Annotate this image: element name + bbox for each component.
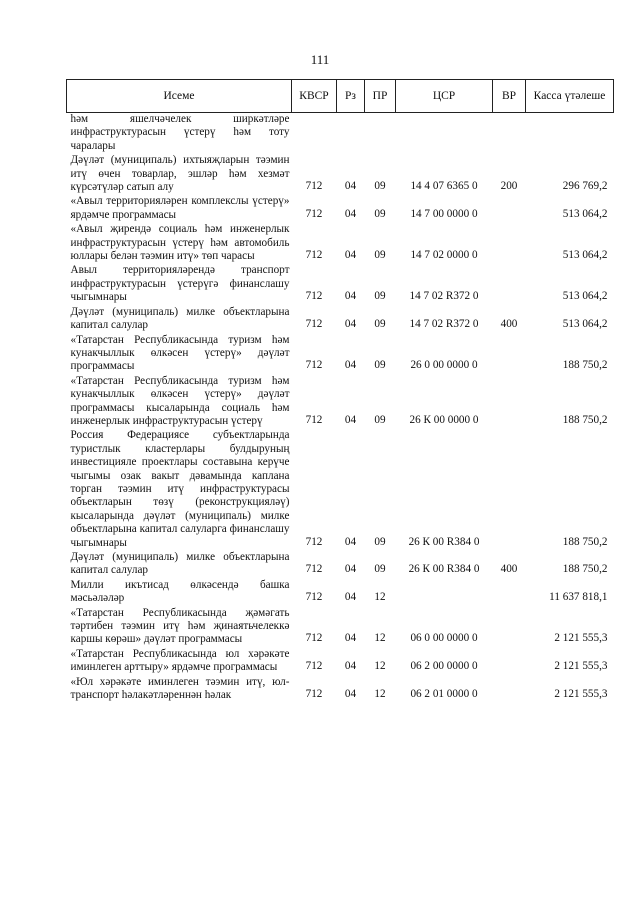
row-rz: 04 <box>344 688 357 701</box>
row-rz: 04 <box>344 660 357 673</box>
row-kassa: 188 750,2 <box>562 535 608 548</box>
row-csr: 26 К 00 R384 0 <box>408 535 480 548</box>
row-csr: 26 0 00 0000 0 <box>410 359 478 372</box>
row-vr <box>493 113 526 155</box>
header-kassa: Касса үтәлеше <box>526 80 614 113</box>
row-csr: 14 7 02 R372 0 <box>409 290 479 303</box>
row-kassa: 2 121 555,3 <box>554 632 608 645</box>
row-kassa: 513 064,2 <box>562 318 608 331</box>
row-name: «Татарстан Республикасында туризм һәм кунакчыллык өлкәсен үстерү» дәүләт программасы кысаларында социаль һәм инженерлык инфраструктурасын үстерү <box>70 374 290 427</box>
row-rz <box>337 113 365 155</box>
row-name: Россия Федерациясе субъектларында туристлык кластерлары булдыруның инвестицияле проектлары составына керүче чыгымы озак вакыт дәвамында каплана торган тәэмин итү инфраструктурасы объектларын төзү (реконструкцияләү) кысаларында дәүләт (муниципаль) милке объектларына капитал салуларга финанслашу чыгымнары <box>70 429 290 549</box>
row-kvsr: 712 <box>305 563 323 576</box>
row-pr: 12 <box>374 632 386 645</box>
row-kassa: 188 750,2 <box>562 359 608 372</box>
page-number: 111 <box>310 52 330 67</box>
row-kassa: 513 064,2 <box>562 290 608 303</box>
row-vr <box>493 648 526 676</box>
row-pr: 09 <box>374 359 386 372</box>
table-row <box>67 223 614 264</box>
budget-table <box>66 79 614 703</box>
row-pr: 09 <box>374 207 386 220</box>
row-pr: 09 <box>374 318 386 331</box>
row-csr: 14 7 02 0000 0 <box>410 249 478 262</box>
row-vr <box>493 375 526 430</box>
row-vr <box>493 607 526 648</box>
row-vr <box>493 223 526 264</box>
table-row <box>67 375 614 430</box>
row-kvsr: 712 <box>305 632 323 645</box>
row-pr: 09 <box>374 563 386 576</box>
row-pr: 09 <box>374 249 386 262</box>
row-pr: 09 <box>374 290 386 303</box>
row-pr: 12 <box>374 591 386 604</box>
row-kassa: 2 121 555,3 <box>554 660 608 673</box>
row-kassa: 513 064,2 <box>562 249 608 262</box>
row-name: «Авыл җирендә социаль һәм инженерлык инфраструктурасын үстерү һәм автомобиль юллары белән тәэмин итү» төп чарасы <box>70 223 290 263</box>
row-kassa: 2 121 555,3 <box>554 688 608 701</box>
row-name: «Татарстан Республикасында җәмәгать тәртибен тәэмин итү һәм җинаятьчелеккә каршы көрәш» дәүләт программасы <box>70 606 290 646</box>
header-pr: ПР <box>365 80 396 113</box>
row-csr <box>396 113 493 155</box>
row-vr <box>493 429 526 551</box>
row-name: «Татарстан Республикасында юл хәрәкәте иминлеген арттыру» ярдәмче программасы <box>70 647 290 674</box>
row-kassa: 513 064,2 <box>562 207 608 220</box>
row-kvsr: 712 <box>305 318 323 331</box>
row-kvsr: 712 <box>305 413 323 426</box>
table-row <box>67 264 614 305</box>
row-pr: 09 <box>374 413 386 426</box>
row-vr: 400 <box>500 318 518 331</box>
table-row <box>67 579 614 607</box>
row-vr: 400 <box>500 563 518 576</box>
row-name: «Татарстан Республикасында туризм һәм кунакчыллык өлкәсен үстерү» дәүләт программасы <box>70 333 290 373</box>
row-csr: 14 7 02 R372 0 <box>409 318 479 331</box>
row-pr: 09 <box>374 535 386 548</box>
row-csr: 26 К 00 0000 0 <box>409 413 479 426</box>
row-kvsr: 712 <box>305 591 323 604</box>
row-rz: 04 <box>344 318 357 331</box>
header-vr: ВР <box>493 80 526 113</box>
row-name: Дәүләт (муниципаль) милке объектларына капитал салулар <box>70 551 290 577</box>
row-rz: 04 <box>344 359 357 372</box>
row-kvsr: 712 <box>305 290 323 303</box>
table-row <box>67 113 614 155</box>
row-kassa: 11 637 818,1 <box>549 591 608 604</box>
row-rz: 04 <box>344 591 357 604</box>
row-name: Дәүләт (муниципаль) милке объектларына капитал салулар <box>70 305 290 332</box>
row-kvsr: 712 <box>305 660 323 673</box>
header-kvsr: КВСР <box>292 80 337 113</box>
row-csr: 14 7 00 0000 0 <box>410 207 478 220</box>
table-row <box>67 648 614 676</box>
row-rz: 04 <box>344 563 357 576</box>
row-kvsr: 712 <box>305 535 323 548</box>
table-row <box>67 551 614 579</box>
row-name: Милли икътисад өлкәсендә башка мәсьәләләр <box>70 578 290 605</box>
row-csr: 06 0 00 0000 0 <box>410 632 478 645</box>
row-pr: 09 <box>374 180 386 193</box>
table-row <box>67 306 614 334</box>
row-rz: 04 <box>344 632 357 645</box>
row-kassa <box>526 113 614 155</box>
row-rz: 04 <box>344 290 357 303</box>
header-rz: Рз <box>337 80 365 113</box>
row-rz: 04 <box>344 535 357 548</box>
row-rz: 04 <box>344 180 357 193</box>
row-vr <box>493 579 526 607</box>
row-kvsr: 712 <box>305 207 323 220</box>
row-vr <box>493 264 526 305</box>
row-kassa: 188 750,2 <box>562 413 608 426</box>
row-kvsr: 712 <box>305 688 323 701</box>
row-csr <box>396 579 493 607</box>
row-name: һәм яшелчәчелек ширкәтләре инфраструктурасын үстерү һәм тоту чаралары <box>70 113 290 152</box>
row-vr <box>493 195 526 223</box>
row-rz: 04 <box>344 413 357 426</box>
row-csr: 06 2 00 0000 0 <box>410 660 478 673</box>
row-vr: 200 <box>500 180 518 193</box>
row-pr: 12 <box>374 688 386 701</box>
row-pr: 12 <box>374 660 386 673</box>
row-name: Авыл территорияләрендә транспорт инфраструктурасын үстерүгә финанслашу чыгымнары <box>70 264 290 304</box>
row-csr: 26 К 00 R384 0 <box>408 563 480 576</box>
row-vr <box>493 676 526 704</box>
table-row <box>67 676 614 704</box>
row-kassa: 296 769,2 <box>562 180 608 193</box>
row-kassa: 188 750,2 <box>562 563 608 576</box>
row-vr <box>493 334 526 375</box>
row-kvsr: 712 <box>305 180 323 193</box>
row-kvsr <box>292 113 337 155</box>
table-row <box>67 154 614 195</box>
row-rz: 04 <box>344 249 357 262</box>
row-name: Дәүләт (муниципаль) ихтыяҗларын тәэмин итү өчен товарлар, эшләр һәм хезмәт күрсәтүләр сатып алу <box>70 154 290 194</box>
row-rz: 04 <box>344 207 357 220</box>
row-kvsr: 712 <box>305 359 323 372</box>
row-kvsr: 712 <box>305 249 323 262</box>
row-name: «Авыл территорияләрен комплекслы үстерү» ярдәмче программасы <box>70 195 290 221</box>
row-name: «Юл хәрәкәте иминлеген тәэмин итү, юл-транспорт һәлакәтләреннән һәлак <box>70 675 290 702</box>
header-csr: ЦСР <box>396 80 493 113</box>
header-name: Исеме <box>67 80 292 113</box>
table-row <box>67 334 614 375</box>
table-row <box>67 429 614 551</box>
row-csr: 06 2 01 0000 0 <box>410 688 478 701</box>
table-header-row <box>67 80 614 113</box>
row-pr <box>365 113 396 155</box>
row-csr: 14 4 07 6365 0 <box>410 180 478 193</box>
table-row <box>67 607 614 648</box>
table-row <box>67 195 614 223</box>
